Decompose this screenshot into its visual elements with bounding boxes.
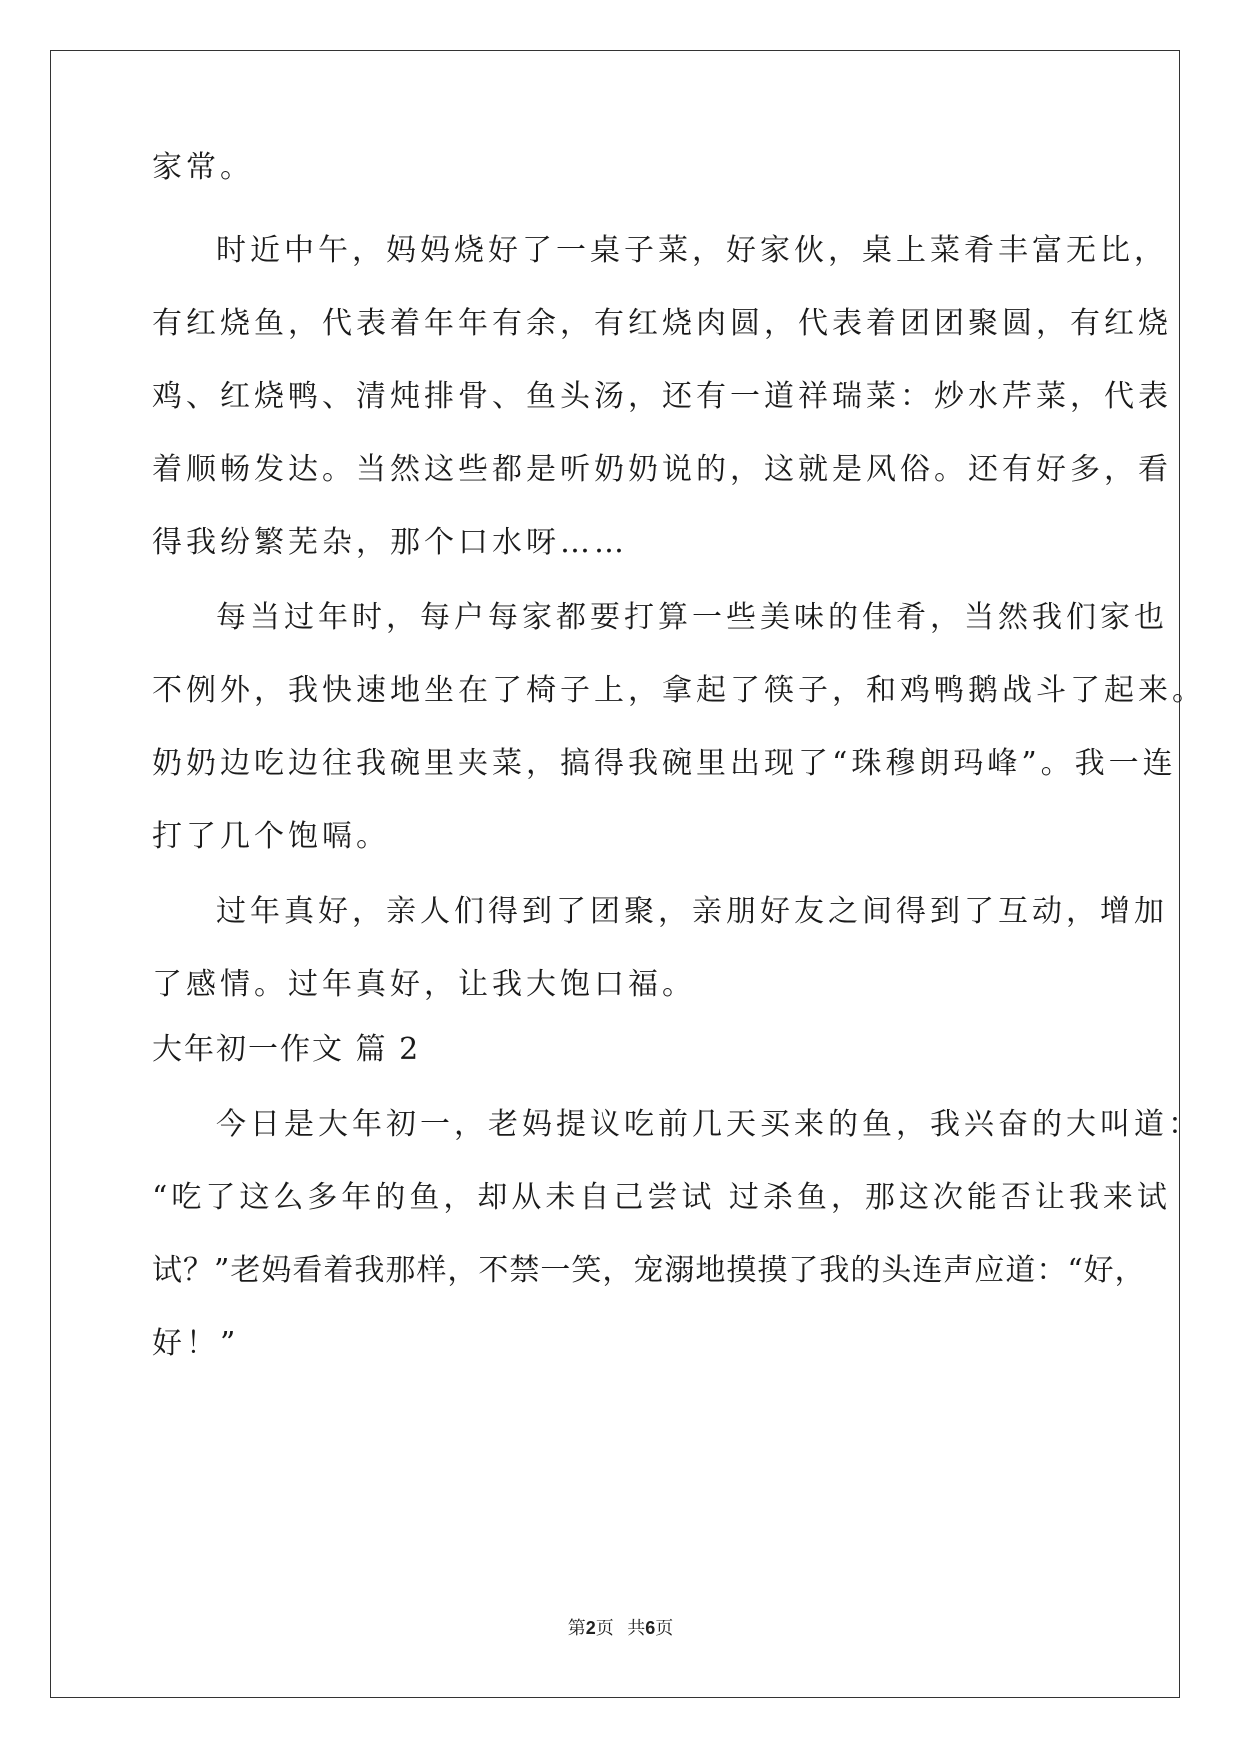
- footer-prefix: 第: [567, 1618, 586, 1638]
- text-line: 不例外，我快速地坐在了椅子上，拿起了筷子，和鸡鸭鹅战斗了起来。: [152, 673, 1206, 708]
- text-line: 有红烧鱼，代表着年年有余，有红烧肉圆，代表着团团聚圆，有红烧: [152, 306, 1172, 341]
- paragraph-start-line: 每当过年时，每户每家都要打算一些美味的佳肴，当然我们家也: [216, 600, 1168, 635]
- page-border: [50, 50, 1180, 1698]
- text-line: 好！”: [152, 1326, 240, 1361]
- text-line: “吃了这么多年的鱼，却从未自己尝试 过杀鱼，那这次能否让我来试: [152, 1180, 1171, 1215]
- text-line: 家常。: [152, 150, 254, 185]
- text-line: 试？”老妈看着我那样，不禁一笑，宠溺地摸摸了我的头连声应道：“好，: [152, 1253, 1146, 1288]
- footer-total-unit: 页: [655, 1618, 674, 1638]
- footer-page-unit: 页: [595, 1618, 614, 1638]
- current-page-number: 2: [585, 1618, 596, 1638]
- paragraph-start-line: 时近中午，妈妈烧好了一桌子菜，好家伙，桌上菜肴丰富无比，: [216, 233, 1168, 268]
- page-footer: [0, 1614, 1241, 1640]
- footer-total-prefix: 共: [627, 1618, 646, 1638]
- paragraph-start-line: 过年真好，亲人们得到了团聚，亲朋好友之间得到了互动，增加: [216, 894, 1168, 929]
- text-line: 鸡、红烧鸭、清炖排骨、鱼头汤，还有一道祥瑞菜：炒水芹菜，代表: [152, 379, 1172, 414]
- total-pages-number: 6: [645, 1618, 656, 1638]
- text-line: 着顺畅发达。当然这些都是听奶奶说的，这就是风俗。还有好多，看: [152, 452, 1172, 487]
- text-line: 奶奶边吃边往我碗里夹菜，搞得我碗里出现了“珠穆朗玛峰”。我一连: [152, 746, 1177, 781]
- text-line: 了感情。过年真好，让我大饱口福。: [152, 967, 696, 1002]
- text-line: 打了几个饱嗝。: [152, 819, 390, 854]
- paragraph-start-line: 今日是大年初一，老妈提议吃前几天买来的鱼，我兴奋的大叫道：: [216, 1107, 1202, 1142]
- section-heading: 大年初一作文 篇 2: [152, 1032, 421, 1067]
- text-line: 得我纷繁芜杂，那个口水呀……: [152, 525, 628, 560]
